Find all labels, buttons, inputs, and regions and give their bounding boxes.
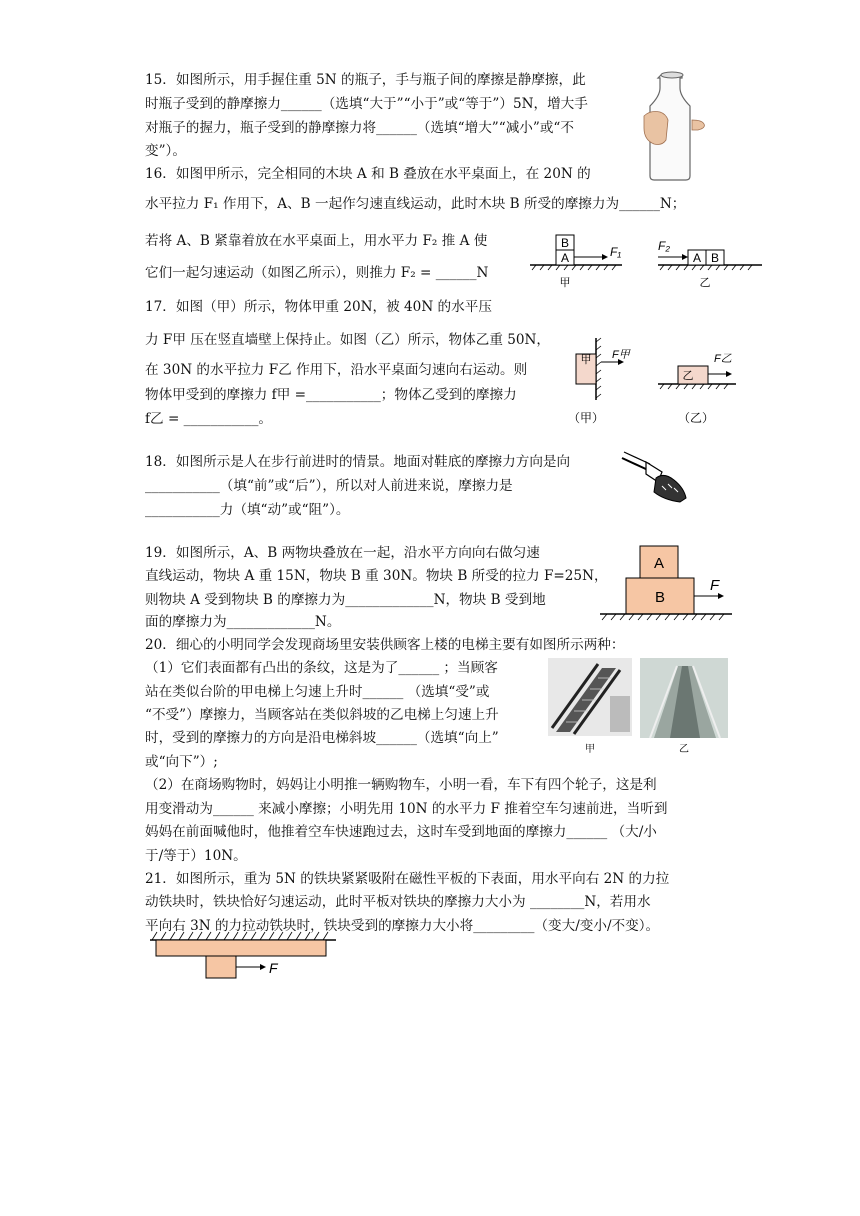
q20-photo-caption-jia: 甲 [585,744,595,755]
q17-line-2: 力 F甲 压在竖直墙壁上保持止。如图（乙）所示，物体乙重 50N， [145,332,551,348]
q21-line-3: 平向右 3N 的力拉动铁块时，铁块受到的摩擦力大小将_________（变大/变小/不变）。 [145,918,660,934]
q19-line-3: 则物块 A 受到物块 B 的摩擦力为_____________N，物块 B 受到地 [145,592,546,608]
q21-magnet-plate-figure [148,928,348,984]
q17-figure [566,334,746,430]
q20-photo-caption-yi: 乙 [679,744,689,755]
q21-line-2: 动铁块时，铁块恰好匀速运动，此时平板对铁块的摩擦力大小为 ________N，若用水 [145,894,651,910]
q19-block-b-label: B [654,589,666,606]
q16-figure [522,228,770,290]
q18-line-3: ___________力（填“动”或“阻”）。 [145,502,350,518]
q20-line-10: 于/等于）10N。 [145,848,247,864]
q18-line-1: 18．如图所示是人在步行前进时的情景。地面对鞋底的摩擦力方向是向 [145,454,571,470]
q17-line-3: 在 30N 的水平拉力 F乙 作用下，沿水平桌面匀速向右运动。则 [145,362,528,378]
q17-fjia-label: F甲 [612,349,630,361]
q17-block-jia-label: 甲 [580,354,592,366]
q20-line-4: “不受”）摩擦力，当顾客站在类似斜坡的乙电梯上匀速上升 [145,707,499,723]
q20-line-1: 20．细心的小明同学会发现商场里安装供顾客上楼的电梯主要有如图所示两种： [145,637,625,653]
q15-line-3: 对瓶子的握力，瓶子受到的静摩擦力将______（选填“增大”“减小”或“不 [145,120,574,136]
bottle-hand-figure [640,70,712,182]
q17-line-5: f乙 = ___________。 [145,411,273,427]
walking-shoe-figure [618,448,690,508]
q16-block-a-label: A [560,251,570,265]
q20-line-6: 或“向下”）; [145,754,218,770]
q21-f-label: F [269,960,278,976]
q17-line-1: 17．如图（甲）所示，物体甲重 20N，被 40N 的水平压 [145,299,492,315]
q17-caption-jia: （甲） [567,411,605,425]
q16-f1-label: F₁ [610,245,622,259]
q18-line-2: ___________（填“前”或“后”），所以对人前进来说，摩擦力是 [145,478,513,494]
q20-line-8: 用变滑动为______ 来减小摩擦；小明先用 10N 的水平力 F 推着空车匀速前进，当听到 [145,801,668,817]
q17-line-4: 物体甲受到的摩擦力 f甲 =___________；物体乙受到的摩擦力 [145,387,517,403]
q17-fyi-label: F乙 [714,353,732,365]
q17-block-yi-label: 乙 [682,370,694,382]
q20-line-3: 站在类似台阶的甲电梯上匀速上升时______ （选填“受”或 [145,684,490,700]
q20-line-7: （2）在商场购物时，妈妈让小明推一辆购物车，小明一看，车下有四个轮子，这是利 [145,777,657,793]
q16-line-3: 若将 A、B 紧靠着放在水平桌面上，用水平力 F₂ 推 A 使 [145,233,488,249]
q16-yi-block-b-label: B [710,251,720,265]
q16-f2-label: F₂ [658,239,670,253]
q15-line-4: 变”）。 [145,143,186,159]
q19-figure [598,540,738,622]
q16-caption-yi: 乙 [699,277,711,289]
q20-line-9: 妈妈在前面喊他时，他推着空车快速跑过去，这时车受到地面的摩擦力______ （大/小 [145,824,657,840]
escalator-photos-figure [546,656,732,756]
q16-block-b-label: B [560,236,570,250]
q19-f-label: F [710,577,720,594]
q16-caption-jia: 甲 [559,277,571,289]
q16-line-2: 水平拉力 F₁ 作用下，A、B 一起作匀速直线运动，此时木块 B 所受的摩擦力为______N； [145,196,686,212]
q19-line-4: 面的摩擦力为_____________N。 [145,614,341,630]
q17-caption-yi: （乙） [677,411,715,425]
q20-line-5: 时，受到的摩擦力的方向是沿电梯斜坡______（选填“向上” [145,730,499,746]
q21-line-1: 21．如图所示，重为 5N 的铁块紧紧吸附在磁性平板的下表面，用水平向右 2N 的力拉 [145,871,670,887]
q19-line-2: 直线运动，物块 A 重 15N，物块 B 重 30N。物块 B 所受的拉力 F=25N， [145,568,608,584]
q16-line-1: 16．如图甲所示，完全相同的木块 A 和 B 叠放在水平桌面上，在 20N 的 [145,166,591,182]
q15-line-1: 15．如图所示，用手握住重 5N 的瓶子，手与瓶子间的摩擦是静摩擦，此 [145,72,586,88]
q16-yi-block-a-label: A [692,251,702,265]
q15-line-2: 时瓶子受到的静摩擦力______（选填“大于”“小于”或“等于”）5N，增大手 [145,96,588,112]
q20-line-2: （1）它们表面都有凸出的条纹，这是为了______ ；当顾客 [145,660,498,676]
q19-block-a-label: A [653,555,665,572]
q19-line-1: 19．如图所示，A、B 两物块叠放在一起，沿水平方向向右做匀速 [145,545,540,561]
q16-line-4: 它们一起匀速运动（如图乙所示），则推力 F₂ = ______N [145,265,489,281]
